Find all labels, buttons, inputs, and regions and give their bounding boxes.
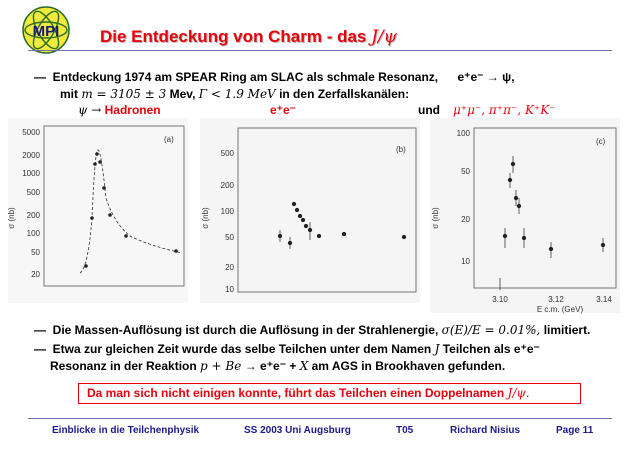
plot-b-ytick: 100 [220,207,234,216]
plot-c-label: (c) [596,137,606,146]
mass-unit: Mev, [169,87,196,101]
plot-c-xtick: 3.12 [548,295,564,304]
channel-ee: e⁺e⁻ [270,103,297,117]
title-math: J/ψ [371,27,397,47]
mass-prefix: mit [60,87,78,101]
channel-mumu: μ⁺μ⁻, π⁺π⁻, K⁺K⁻ [453,103,556,117]
mass-suffix: in den Zerfallskanälen: [279,87,410,101]
line-mass [60,87,409,101]
plot-b-ytick: 500 [220,149,234,158]
plot-a-ytick: 20 [31,270,40,279]
bullet3-text1: Etwa zur gleichen Zeit wurde das selbe Teilchen unter dem Namen [52,342,432,356]
plot-b-ytick: 50 [225,233,234,242]
mass-value: m = 3105 ± 3 [81,87,167,101]
bullet1-text: Entdeckung 1974 am SPEAR Ring am SLAC als schmale Resonanz, [52,70,439,84]
plot-c-ytick: 20 [461,215,470,224]
channel-hadronen: Hadronen [104,103,161,117]
resonance-plots [0,118,631,318]
line-brookhaven [50,359,505,373]
plot-a-ytick: 2000 [22,151,40,160]
psi-arrow: ψ → [78,103,102,117]
footer-rule [28,418,612,419]
plot-b-ytick: 200 [220,181,234,190]
bullet-dash: — [34,342,46,356]
plot-c-ylabel: σ (nb) [431,207,440,229]
doppelname-callout [78,383,581,404]
plot-b [200,118,420,303]
plot-a [7,118,188,303]
bullet-resolution [34,323,590,337]
plot-a-ytick: 100 [26,229,40,238]
callout-math: J/ψ. [507,386,530,400]
plot-c [430,118,620,314]
title-text: Die Entdeckung von Charm - das [100,27,372,46]
footer-page: Page 11 [556,425,594,436]
callout-text: Da man sich nicht einigen konnte, führt das Teilchen einen Doppelnamen [87,386,508,400]
logo-text: MPI [32,23,60,40]
footer-author: Richard Nisius [450,425,521,436]
plot-c-ytick: 100 [456,129,470,138]
footer-code: T05 [396,425,414,436]
line6-reaction: p + Be [200,359,242,373]
plot-b-ylabel: σ (nb) [201,207,210,229]
bullet2-text: Die Massen-Auflösung ist durch die Auflösung in der Strahlenergie, [52,323,439,337]
page-title [100,27,397,47]
bullet3-text2: Teilchen als e⁺e⁻ [442,342,540,356]
plot-b-ytick: 20 [225,263,234,272]
plot-c-ytick: 10 [461,257,470,266]
plot-c-ytick: 50 [461,167,470,176]
plot-b-ytick: 10 [225,285,234,294]
plot-a-ytick: 5000 [22,128,40,137]
bullet3-j: J [434,342,440,356]
plot-b-label: (b) [396,145,406,154]
line6-x: X [299,359,309,373]
footer-course: Einblicke in die Teilchenphysik [52,425,200,436]
line-channels [78,103,618,117]
plot-a-ylabel: σ (nb) [7,207,16,229]
plot-a-ytick: 200 [26,211,40,220]
title-rule [28,50,612,51]
plot-a-ytick: 1000 [22,169,40,178]
plot-c-xtick: 3.14 [596,295,612,304]
line6-text1: Resonanz in der Reaktion [50,359,197,373]
bullet2-suffix: limitiert. [543,323,591,337]
plot-c-xtick: 3.10 [492,295,508,304]
width-value: Γ < 1.9 MeV [198,87,276,101]
bullet-j-particle [34,342,540,356]
line6-arrow: → e⁺e⁻ + [244,359,297,373]
bullet1-reaction: e⁺e⁻ → ψ, [457,70,515,84]
plot-c-xlabel: E c.m. (GeV) [536,305,584,314]
plot-a-label: (a) [164,135,174,144]
plot-a-ytick: 500 [26,188,40,197]
footer-semester: SS 2003 Uni Augsburg [244,425,351,436]
line6-text2: am AGS in Brookhaven gefunden. [311,359,506,373]
atom-logo-icon [20,6,72,54]
bullet-dash: — [34,323,46,337]
channel-und: und [418,103,440,117]
bullet2-ratio: σ(E)/E = 0.01%, [441,323,541,337]
bullet-discovery [34,70,515,84]
bullet-dash: — [34,70,46,84]
plot-a-ytick: 50 [31,248,40,257]
